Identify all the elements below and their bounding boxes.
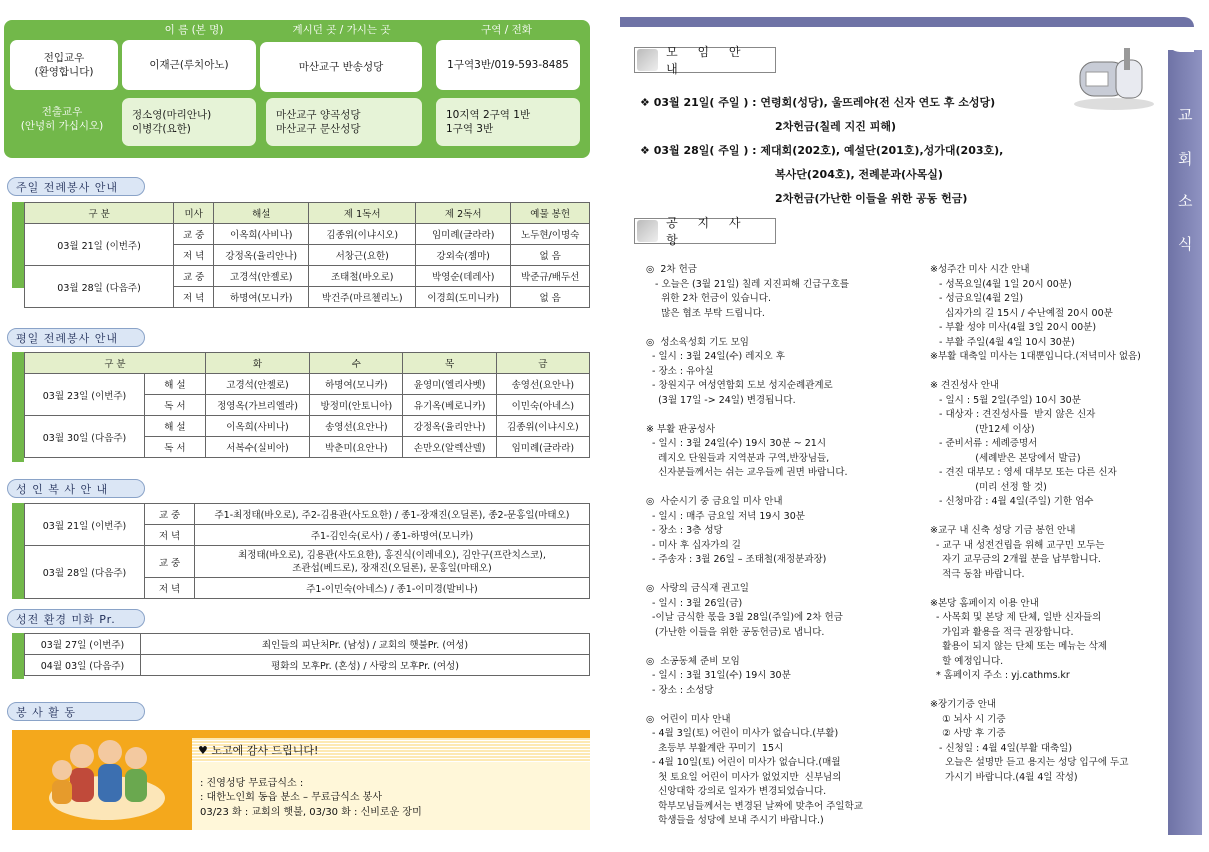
person-icon [637, 49, 658, 71]
section-title-service: 봉 사 활 동 [7, 702, 145, 721]
transfer-out-label: 전출교우 (안녕히 가십시오) [20, 106, 104, 132]
people-illustration [42, 718, 172, 828]
cell: 이민숙(아네스) [496, 395, 589, 416]
meeting-header [634, 45, 776, 76]
cell: 03월 27일 (이번주) [25, 634, 141, 655]
cell: 강정옥(율리안나) [214, 245, 309, 266]
service-line: 03/23 화 : 교회의 햇불, 03/30 화 : 신비로운 장미 [200, 807, 422, 818]
cell: 정영옥(가브리엘라) [205, 395, 309, 416]
cell: 03월 28일 (다음주) [25, 546, 145, 599]
th: 제 2독서 [416, 203, 511, 224]
cell: 03월 28일 (다음주) [25, 266, 174, 308]
cell: 이옥희(사비나) [214, 224, 309, 245]
cell: 해 설 [145, 416, 206, 437]
cell: 조태철(바오로) [309, 266, 416, 287]
section-bar [12, 633, 24, 679]
cell: 하명여(모니카) [214, 287, 309, 308]
cell: 김종위(이냐시오) [309, 224, 416, 245]
cell: 저 녁 [174, 245, 214, 266]
meeting-line: 복사단(204호), 전례분과(사목실) [775, 168, 943, 181]
cell: 윤영미(엘리사벳) [403, 374, 496, 395]
cell: 독 서 [145, 395, 206, 416]
th: 금 [496, 353, 589, 374]
th: 미사 [174, 203, 214, 224]
adult-table [24, 503, 590, 599]
cell: 주1-최정태(바오로), 주2-김용관(사도요한) / 종1-장재진(오딜론), 종2-문홍일(마태오) [195, 504, 590, 525]
sunday-table [24, 202, 590, 308]
cell: 박건주(마르첼리노) [309, 287, 416, 308]
notice-header [634, 216, 776, 247]
col-header-name: 이 름 (본 명) [164, 24, 224, 36]
meeting-line: ❖ 03월 21일( 주일 ) : 연령회(성당), 울뜨레야(전 신자 연도 후 소성당) [640, 96, 996, 109]
cell: 저 녁 [174, 287, 214, 308]
side-char: 회 [1178, 150, 1193, 168]
section-title-weekday: 평일 전례봉사 안내 [7, 328, 145, 347]
cell: 고경석(안젤로) [205, 374, 309, 395]
transfer-in-label: 전입교우 (환영합니다) [10, 40, 118, 90]
cell: 박준규/배두선 [511, 266, 590, 287]
transfer-out-place: 마산교구 양곡성당 마산교구 문산성당 [266, 98, 422, 146]
cell: 박영순(데레사) [416, 266, 511, 287]
cell: 박춘미(요안나) [310, 437, 403, 458]
cell: 이옥희(사비나) [205, 416, 309, 437]
clean-table [24, 633, 590, 676]
table-row [25, 224, 590, 245]
header-rule [620, 17, 1194, 27]
cell: 저 녁 [145, 578, 195, 599]
cell: 없 음 [511, 245, 590, 266]
cell: 교 중 [174, 266, 214, 287]
cell: 저 녁 [145, 525, 195, 546]
cell: 독 서 [145, 437, 206, 458]
th: 수 [310, 353, 403, 374]
section-title-clean: 성전 환경 미화 Pr. [7, 609, 145, 628]
cell: 평화의 모후Pr. (혼성) / 사랑의 모후Pr. (여성) [141, 655, 590, 676]
cell: 이경희(도미니카) [416, 287, 511, 308]
cell: 강정옥(율리안나) [403, 416, 496, 437]
th: 목 [403, 353, 496, 374]
cell: 최정태(바오로), 김용관(사도요한), 홍진식(이레네오), 김안구(프란치스코), 조관섭(베드로), 장재진(오딜론), 문홍일(마태오) [195, 546, 590, 578]
cell: 없 음 [511, 287, 590, 308]
table-row [25, 266, 590, 287]
cell: 주1-김인숙(로사) / 종1-하명여(모니카) [195, 525, 590, 546]
cell: 고경석(안젤로) [214, 266, 309, 287]
person-icon [637, 220, 658, 242]
table-row [25, 416, 590, 437]
side-char: 소 [1178, 192, 1193, 210]
mailbox-icon [1068, 42, 1160, 112]
side-char: 교 [1178, 106, 1193, 124]
cell: 노두현/이명숙 [511, 224, 590, 245]
section-bar [12, 202, 24, 288]
table-row [25, 634, 590, 655]
notice-left-column: ◎ 2차 헌금 - 오늘은 (3월 21일) 칠레 지진피해 긴급구호를 위한 2차 헌금이 있습니다. 많은 협조 부탁 드립니다. ◎ 성소육성회 기도 모임 - 일시 : 3월 24일(수) 레지오 후 - 장소 : 유아실 - 창원지구 여성연합회 도보 성지순례관계로 (3월 17일 -> 24일) 변경됩니다. ※ 부활 판공성사 - 일시 : 3월 24일(수) 19시 30분 ~ 21시 레지오 단원들과 지역분과 구역,반장님들, 신자분들께서는 쉬는 교우들께 권면 바랍니다. ◎ 사순시기 중 금요일 미사 안내 - 일시 : 매주 금요일 저녁 19시 30분 - 장소 : 3층 성당 - 미사 후 십자가의 길 - 주송자 : 3월 26일 – 조태철(재정분과장) ◎ 사랑의 금식재 권고일 - 일시 : 3월 26일(금) -이날 금식한 몫을 3월 28일(주일)에 2차 헌금 (가난한 이들을 위한 공동헌금)로 냅니다. ◎ 소공동체 준비 모임 - 일시 : 3월 31일(수) 19시 30분 - 장소 : 소성당 ◎ 어린이 미사 안내 - 4월 3일(토) 어린이 미사가 없습니다.(부활) 초등부 부활계란 꾸미기 15시 - 4월 10일(토) 어린이 미사가 없습니다.(매월 첫 토요일 어린이 미사가 없었지만 신부님의 신앙대학 강의로 일자가 변경되었습니다. 학부모님들께서는 변경된 날짜에 맞추어 주일학교 학생들을 성당에 보내 주시기 바랍니다.) [646, 264, 863, 826]
cell: 죄인들의 피난처Pr. (남성) / 교회의 햇불Pr. (여성) [141, 634, 590, 655]
cell: 주1-이민숙(아네스) / 종1-이미경(발비나) [195, 578, 590, 599]
transfer-out-name: 정소영(마리안나) 이병각(요한) [122, 98, 256, 146]
table-row [25, 655, 590, 676]
cell: 03월 23일 (이번주) [25, 374, 145, 416]
side-char: 식 [1178, 235, 1193, 253]
meeting-line: 2차헌금(가난한 이들을 위한 공동 헌금) [775, 192, 968, 205]
notice-title: 공 지 사 항 [666, 216, 749, 247]
table-row [25, 374, 590, 395]
meeting-line: 2차헌금(칠레 지진 피해) [775, 120, 897, 133]
cell: 손만오(알렉산델) [403, 437, 496, 458]
cell: 송영선(요안나) [496, 374, 589, 395]
cell: 하명여(모니카) [310, 374, 403, 395]
cell: 서복수(실비아) [205, 437, 309, 458]
cell: 03월 30일 (다음주) [25, 416, 145, 458]
th: 구 분 [25, 203, 174, 224]
transfer-in-name: 이재근(루치아노) [122, 40, 256, 90]
section-bar [12, 503, 24, 599]
cell: 김종위(이냐시오) [496, 416, 589, 437]
transfer-in-zone: 1구역3반/019-593-8485 [436, 40, 580, 90]
col-header-zone: 구역 / 전화 [481, 24, 532, 36]
meeting-line: ❖ 03월 28일( 주일 ) : 제대회(202호), 예설단(201호),성가대(203호), [640, 144, 1004, 157]
meeting-title: 모 임 안 내 [666, 45, 749, 76]
transfer-out-zone: 10지역 2구역 1반 1구역 3반 [436, 98, 580, 146]
col-header-place: 계시던 곳 / 가시는 곳 [292, 24, 391, 36]
cell: 04월 03일 (다음주) [25, 655, 141, 676]
cell: 03월 21일 (이번주) [25, 224, 174, 266]
notice-right-column: ※성주간 미사 시간 안내 - 성목요일(4월 1일 20시 00분) - 성금요일(4월 2일) 십자가의 길 15시 / 수난예절 20시 00분 - 부활 성야 미사(4월 3일 20시 00분) - 부활 주일(4월 4일 10시 30분) ※부활 대축일 미사는 1대뿐입니다.(저녁미사 없음) ※ 견진성사 안내 - 일시 : 5월 2일(주일) 10시 30분 - 대상자 : 견진성사를 받지 않은 신자 (만12세 이상) - 준비서류 : 세례증명서 (세례받은 본당에서 발급) - 견진 대부모 : 영세 대부모 또는 다른 신자 (미리 선정 할 것) - 신청마감 : 4월 4일(주일) 기한 엄수 ※교구 내 신축 성당 기금 봉헌 안내 - 교구 내 성전건립을 위해 교구민 모두는 자기 교무금의 2개월 분을 납부합니다. 적극 동참 바랍니다. ※본당 홈페이지 이용 안내 - 사목회 및 본당 제 단체, 일반 신자들의 가입과 활용을 적극 권장합니다. 활용이 되지 않는 단체 또는 메뉴는 삭제 할 예정입니다. * 홈페이지 주소 : yj.cathms.kr ※장기기증 안내 ① 뇌사 시 기증 ② 사망 후 기증 - 신청일 : 4월 4일(부활 대축일) 오늘은 설명만 듣고 용지는 성당 입구에 두고 가시기 바랍니다.(4월 4일 작성) [930, 264, 1141, 783]
service-heading: ♥ 노고에 감사 드립니다! [198, 744, 319, 757]
cell: 유기옥(베로니카) [403, 395, 496, 416]
th: 화 [205, 353, 309, 374]
cell: 임미례(글라라) [416, 224, 511, 245]
cell: 해 설 [145, 374, 206, 395]
th: 예물 봉헌 [511, 203, 590, 224]
cell: 서창근(요한) [309, 245, 416, 266]
transfer-panel [4, 20, 590, 158]
cell: 교 중 [145, 504, 195, 525]
cell: 교 중 [145, 546, 195, 578]
cell: 03월 21일 (이번주) [25, 504, 145, 546]
band-corner [1166, 28, 1194, 52]
cell: 송영선(요안나) [310, 416, 403, 437]
cell: 교 중 [174, 224, 214, 245]
service-line: : 진영성당 무료급식소 : [200, 778, 304, 789]
th: 제 1독서 [309, 203, 416, 224]
cell: 임미례(글라라) [496, 437, 589, 458]
th: 구 분 [25, 353, 206, 374]
table-row [25, 504, 590, 525]
weekday-table [24, 352, 590, 458]
transfer-in-place: 마산교구 반송성당 [260, 42, 422, 92]
cell: 방정미(안토니아) [310, 395, 403, 416]
section-title-sunday: 주일 전례봉사 안내 [7, 177, 145, 196]
section-title-adult: 성 인 복 사 안 내 [7, 479, 145, 498]
service-line: : 대한노인회 동읍 분소 – 무료급식소 봉사 [200, 792, 383, 803]
th: 해설 [214, 203, 309, 224]
table-row [25, 546, 590, 578]
section-bar [12, 352, 24, 462]
cell: 강외숙(젬마) [416, 245, 511, 266]
